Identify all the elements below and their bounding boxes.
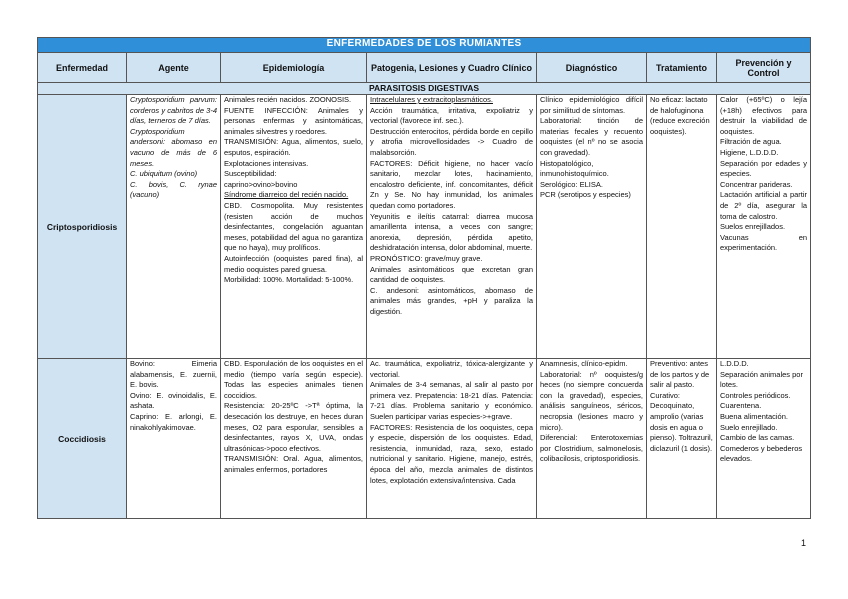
table-row <box>38 95 811 359</box>
prev-line: Separación por edades y especies. <box>720 158 808 179</box>
diagnostico-cell <box>537 95 647 359</box>
prev-line: Suelos enrejillados. <box>720 222 786 232</box>
pat-line: Animales asintomáticos que excretan gran cantidad de ooquistes. <box>370 264 533 285</box>
agente-cell <box>127 95 221 359</box>
prev-line: Filtración de agua. <box>720 137 782 147</box>
diag-line: Histopatológico, <box>540 158 594 168</box>
disease-name: Criptosporidiosis <box>38 95 127 359</box>
prev-line: Cambio de las camas. <box>720 433 795 443</box>
agente-line: Ovino: E. ovinoidalis, E. ashata. <box>130 390 217 411</box>
pat-line: C. andesoni: asintomáticos, abomaso de animales más grandes, +pH y paraliza la digestión. <box>370 285 533 316</box>
diag-line: Laboratorial: tinción de materias fecales y recuento ooquistes (el nº no se asocia con gravedad). <box>540 116 643 157</box>
prevencion-cell <box>717 95 811 359</box>
trat-line: Curativo: <box>650 390 681 400</box>
header-enfermedad: Enfermedad <box>38 53 127 83</box>
epi-line: Susceptibilidad: <box>224 169 277 179</box>
epi-line: Autoinfección (ooquistes pared fina), al medio ooquistes pared gruesa. <box>224 253 363 274</box>
header-epidemiologia: Epidemiología <box>221 53 367 83</box>
diag-line: Diferencial: Enterotoxemias por Clostridium, salmonelosis, colibacilosis, criptosporidiosis. <box>540 433 643 464</box>
prev-line: Calor (+65ºC) o lejía (+18h) efectivos para destruir la viabilidad de ooquistes. <box>720 95 808 136</box>
trat-line: Preventivo: antes de los partos y de salir al pasto. <box>650 359 710 390</box>
prev-line: Vacunas en experimentación. <box>720 232 808 253</box>
pat-line: Ac. traumática, expoliatriz, tóxica-alergizante y vectorial. <box>370 359 533 379</box>
epi-line: Resistencia: 20-25ºC ->Tª óptima, la desecación los destruye, en heces duran meses, O2 para esporular, sensibles a desinfectantes, rayos X, UVA, ondas ultrasónicas->poco efectivos. <box>224 401 363 453</box>
header-prevencion: Prevención y Control <box>717 53 811 83</box>
prev-line: Concentrar parideras. <box>720 179 793 189</box>
tratamiento-cell <box>647 95 717 359</box>
epi-line: Animales recién nacidos. ZOONOSIS. <box>224 95 352 104</box>
agente-line: Cryptosporidium andersoni: abomaso en vacuno de más de 6 meses. <box>130 126 217 168</box>
epi-line: TRANSMISIÓN: Oral. Agua, alimentos, animales enfermos, portadores <box>224 454 363 474</box>
prev-line: Cuarentena. <box>720 401 762 411</box>
epi-line: Síndrome diarreico del recién nacido. <box>224 190 349 200</box>
prev-line: Suelo enrejillado. <box>720 422 778 432</box>
pat-line: Animales de 3-4 semanas, al salir al pasto por primera vez. Prepatencia: 18-21 días. Patencia: 7-21 días. Problema sanitario y económico. Suelen participar varias especies->+grave. <box>370 380 533 421</box>
diag-line: PCR (serotipos y especies) <box>540 190 631 200</box>
disease-name: Coccidiosis <box>38 359 127 519</box>
page-number: 1 <box>801 538 807 548</box>
diag-line: Laboratorial: nº ooquistes/g heces (no siempre concuerda con la gravedad), especies, análisis sanguíneos, séricos, necropsia (lesiones macro y micro). <box>540 369 643 432</box>
patogenia-cell <box>367 359 537 519</box>
header-row <box>38 53 811 83</box>
prev-line: Comederos y bebederos elevados. <box>720 443 803 464</box>
agente-line: Bovino: Eimeria alabamensis, E. zuernii, E. bovis. <box>130 359 217 390</box>
diag-line: Clínico epidemiológico difícil por similitud de síntomas. <box>540 95 643 115</box>
pat-line: PRONÓSTICO: grave/muy grave. <box>370 253 483 263</box>
epi-line: Morbilidad: 100%. Mortalidad: 5-100%. <box>224 275 354 285</box>
prev-line: L.D.D.D. <box>720 359 749 368</box>
epi-line: caprino>ovino>bovino <box>224 179 298 189</box>
diag-line: inmunohistoquímico. <box>540 169 609 179</box>
header-tratamiento: Tratamiento <box>647 53 717 83</box>
document-page <box>37 37 810 519</box>
agente-line: Cryptosporidium parvum: corderos y cabritos de 3-4 días, terneros de 7 días. <box>130 95 217 126</box>
epi-line: CBD. Cosmopolita. Muy resistentes (resisten acción de muchos desinfectantes, congelación aguantan meses, potabilidad del agua no garantiza que no haya), muy prolíficos. <box>224 200 363 253</box>
prev-line: Higiene, L.D.D.D. <box>720 147 779 157</box>
prevencion-cell <box>717 359 811 519</box>
pat-line: Destrucción enterocitos, pérdida borde en cepillo y atrofia microvellosidades -> Cuadro de malabsorción. <box>370 126 533 157</box>
epi-line: Explotaciones intensivas. <box>224 158 309 168</box>
diseases-table <box>37 37 811 519</box>
epi-line: CBD. Esporulación de los ooquistes en el medio (tiempo varía según especie). Todas las especies animales tienen coccidios. <box>224 359 363 400</box>
table-row <box>38 359 811 519</box>
pat-line: Acción traumática, irritativa, expoliatriz y vectorial (favorece inf. sec.). <box>370 105 533 126</box>
header-agente: Agente <box>127 53 221 83</box>
epidemiologia-cell <box>221 95 367 359</box>
pat-line: FACTORES: Déficit higiene, no hacer vacío sanitario, mezclar lotes, hacinamiento, encalostro deficiente, inf. concomitantes, déficit Zn y Se. No hay inmunidad, los animales quedan como portadores. <box>370 158 533 210</box>
header-diagnostico: Diagnóstico <box>537 53 647 83</box>
tratamiento-cell <box>647 359 717 519</box>
pat-line: FACTORES: Resistencia de los ooquistes, cepa y especie, dispersión de los ooquistes. Edad, resistencia, inmunidad, raza, sexo, estado nutricional y sanitario. Higiene, manejo, estrés, época del año, mezcla animales de distintos lotes, explotación extensiva/intensiva. Cada <box>370 422 533 485</box>
prev-line: Controles periódicos. <box>720 390 791 400</box>
table-title: ENFERMEDADES DE LOS RUMIANTES <box>38 38 811 53</box>
patogenia-cell <box>367 95 537 359</box>
diag-line: Anamnesis, clínico-epidm. <box>540 359 628 368</box>
trat-line: No eficaz: lactato de halofuginona (reduce excreción ooquistes). <box>650 95 710 136</box>
section-title: PARASITOSIS DIGESTIVAS <box>38 83 811 95</box>
diag-line: Serológico: ELISA. <box>540 179 603 189</box>
pat-line: Yeyunitis e ileítis catarral: diarrea mucosa amarillenta intensa, a veces con sangre; anorexia, depresión, pérdida apetito, deshidratación intensa, dolor abdominal, muerte. <box>370 211 533 253</box>
agente-line: C. ubiquitum (ovino) <box>130 169 198 179</box>
epidemiologia-cell <box>221 359 367 519</box>
pat-line: Intracelulares y extracitoplasmáticos. <box>370 95 493 104</box>
agente-line: Caprino: E. arlongi, E. ninakohlyakimovae. <box>130 411 217 432</box>
header-patogenia: Patogenia, Lesiones y Cuadro Clínico <box>367 53 537 83</box>
prev-line: Lactación artificial a partir de 2º día, asegurar la toma de calostro. <box>720 190 808 221</box>
prev-line: Buena alimentación. <box>720 411 788 421</box>
prev-line: Separación animales por lotes. <box>720 369 803 390</box>
epi-line: TRANSMISIÓN: Agua, alimentos, suelo, esputos, espiración. <box>224 137 363 157</box>
epi-line: FUENTE INFECCIÓN: Animales y personas enfermas y asintomáticas, animales silvestres y roedores. <box>224 105 363 136</box>
trat-line: Decoquinato, amprolio (varias dosis en agua o pienso). Toltrazuril, diclazuril (1 dosis). <box>650 401 713 453</box>
agente-cell <box>127 359 221 519</box>
diagnostico-cell <box>537 359 647 519</box>
agente-line: C. bovis, C. rynae (vacuno) <box>130 179 217 200</box>
